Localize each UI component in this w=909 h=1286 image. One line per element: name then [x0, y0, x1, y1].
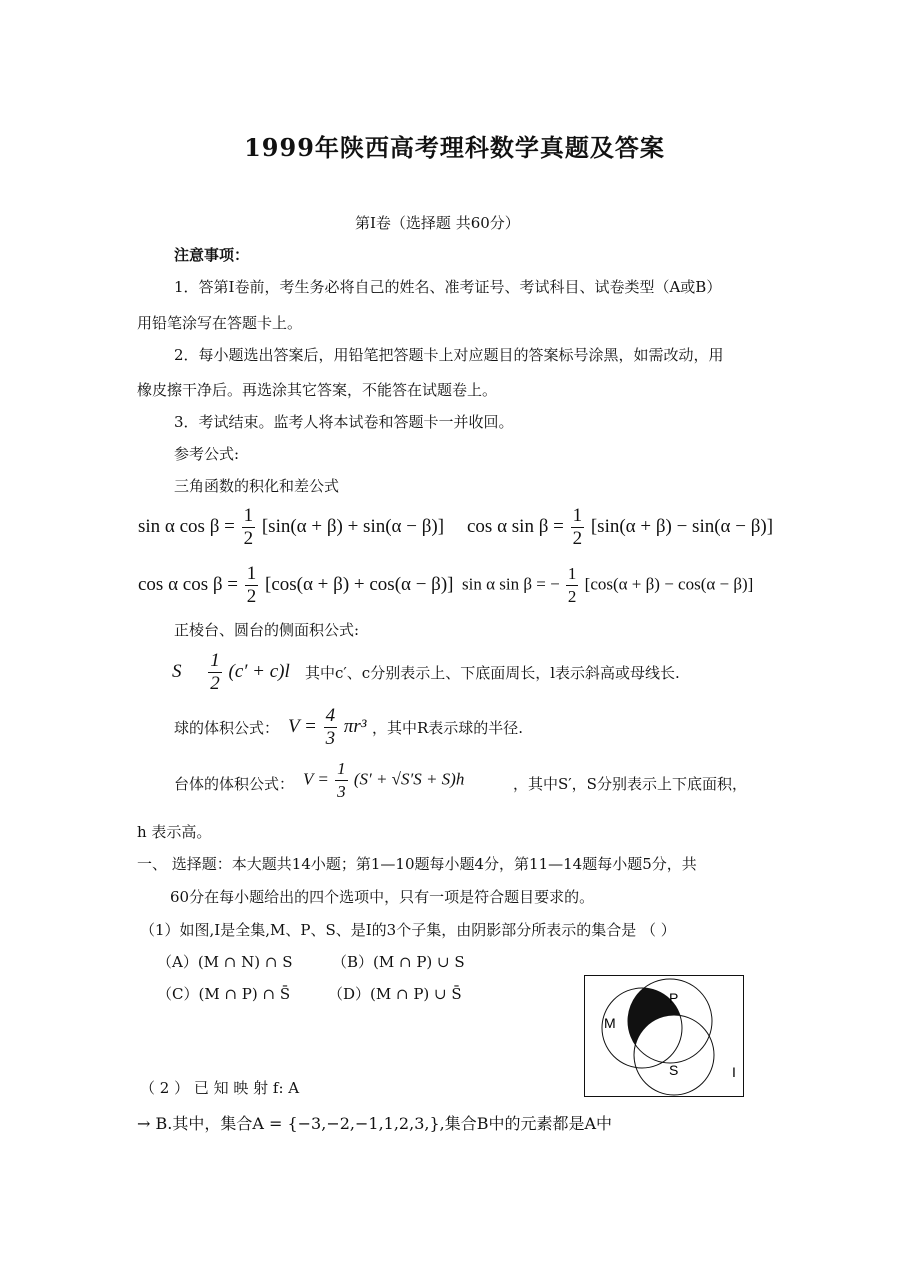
trig-heading: 三角函数的积化和差公式: [174, 477, 340, 495]
formula-rhs: (c′ + c)l: [228, 660, 290, 682]
fraction: $\frac{1}{2}$: [567, 564, 577, 606]
fraction: $\frac{1}{2}$: [243, 505, 254, 549]
notice-1-line-2: 用铅笔涂写在答题卡上。: [137, 314, 303, 332]
venn-diagram: [584, 975, 744, 1097]
question-1-option-d: （D）(M ∩ P) ∪ S̄: [328, 985, 462, 1003]
formula-sin-cos: [138, 505, 444, 550]
formula-lhs: sin α cos β =: [138, 515, 235, 537]
notice-2-line-2: 橡皮擦干净后。再选涂其它答案，不能答在试题卷上。: [137, 381, 498, 399]
frustum-volume-desc-2: h 表示高。: [137, 823, 212, 841]
venn-label-s: S: [669, 1062, 679, 1078]
venn-label-i: I: [732, 1064, 736, 1080]
question-1-option-c: （C）(M ∩ P) ∩ S̄: [157, 985, 291, 1003]
frustum-volume-formula: V = $\frac{1}{3}$ (S′ + √S′S + S)h: [303, 759, 465, 801]
sphere-formula: V = $\frac{4}{3}$ πr³: [288, 705, 367, 749]
part-one-line-1: 一、 选择题：本大题共14小题；第1—10题每小题4分，第11—14题每小题5分，共: [137, 855, 697, 873]
formula-rhs: [cos(α + β) − cos(α − β)]: [584, 574, 754, 594]
frustum-area-formula: [172, 650, 290, 695]
notice-heading: 注意事项：: [174, 246, 250, 264]
question-1: （1）如图,I是全集,M、P、S、是I的3个子集，由阴影部分所表示的集合是 （ ）: [140, 921, 676, 939]
reference-formula-label: 参考公式:: [174, 445, 240, 463]
formula-sin-sin: [462, 563, 753, 608]
formula-cos-cos: [138, 563, 454, 608]
formula-rhs: [cos(α + β) + cos(α − β)]: [265, 573, 454, 595]
page-title: 1999年陕西高考理科数学真题及答案: [244, 133, 665, 162]
fraction: $\frac{1}{2}$: [210, 650, 220, 694]
notice-1-line-1: 1．答第Ⅰ卷前，考生务必将自己的姓名、准考证号、考试科目、试卷类型（A或B）: [174, 278, 722, 296]
notice-2-line-1: 2．每小题选出答案后，用铅笔把答题卡上对应题目的答案标号涂黑，如需改动，用: [174, 346, 724, 364]
notice-3: 3．考试结束。监考人将本试卷和答题卡一并收回。: [174, 413, 514, 431]
fraction: $\frac{1}{3}$: [337, 759, 346, 801]
formula-lhs: S: [172, 660, 182, 682]
venn-label-m: M: [604, 1015, 616, 1031]
part-one-line-2: 60分在每小题给出的四个选项中，只有一项是符合题目要求的。: [170, 888, 595, 906]
sphere-label: 球的体积公式：: [174, 719, 280, 737]
sphere-desc: ，其中R表示球的半径.: [372, 719, 524, 737]
fraction: $\frac{1}{2}$: [246, 563, 257, 607]
formula-lhs: cos α cos β =: [138, 573, 238, 595]
question-2-line-1: （ 2 ） 已 知 映 射 f: A: [140, 1079, 300, 1097]
question-2-line-2: → B.其中，集合A = {−3,−2,−1,1,2,3,},集合B中的元素都是A中: [137, 1114, 613, 1133]
formula-rhs: [sin(α + β) + sin(α − β)]: [261, 515, 445, 537]
formula-rhs: [sin(α + β) − sin(α − β)]: [590, 515, 774, 537]
venn-label-p: P: [669, 990, 679, 1006]
section-header: 第Ⅰ卷（选择题 共60分）: [355, 214, 520, 232]
fraction: $\frac{1}{2}$: [572, 505, 583, 549]
formula-lhs: cos α sin β =: [467, 515, 564, 537]
formula-cos-sin: [467, 505, 773, 550]
fraction: $\frac{4}{3}$: [325, 705, 336, 749]
formula-lhs: sin α sin β = −: [462, 574, 560, 594]
frustum-area-desc: 其中c′、c分别表示上、下底面周长，l表示斜高或母线长.: [305, 664, 680, 682]
frustum-volume-desc: ，其中S′，S分别表示上下底面积，: [513, 775, 747, 793]
frustum-volume-label: 台体的体积公式：: [174, 775, 295, 793]
question-1-option-b: （B）(M ∩ P) ∪ S: [332, 953, 465, 971]
frustum-area-heading: 正棱台、圆台的侧面积公式:: [174, 621, 360, 639]
question-1-option-a: （A）(M ∩ N) ∩ S: [157, 953, 293, 971]
